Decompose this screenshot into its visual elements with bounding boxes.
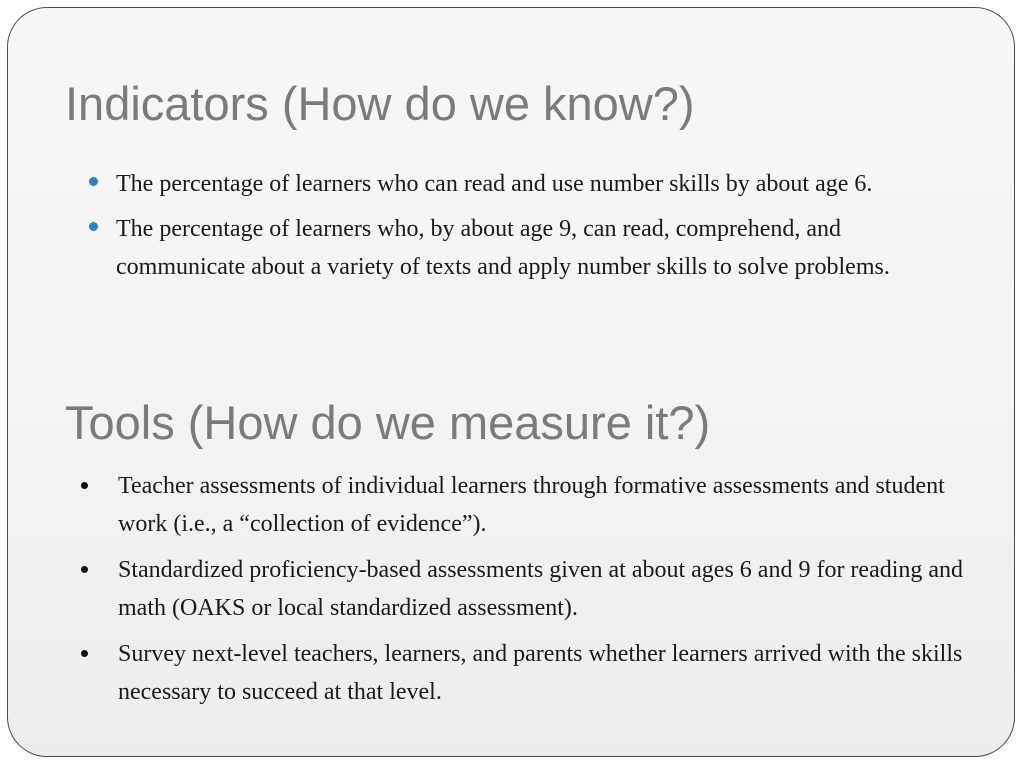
bullet-dot-icon [89,222,98,231]
tools-heading: Tools (How do we measure it?) [65,396,711,449]
indicator-text: The percentage of learners who can read and use number skills by about age 6. [116,171,873,197]
list-item [78,467,968,543]
bullet-dot-icon [89,177,98,186]
list-item [88,165,968,203]
indicators-list [88,165,968,293]
bullet-dot-icon [81,650,88,657]
indicator-text: The percentage of learners who, by about age 9, can read, comprehend, and communicate about a variety of texts and apply number skills to solve problems. [116,216,890,280]
tool-text: Teacher assessments of individual learners through formative assessments and student work (i.e., a “collection of evidence”). [118,473,945,537]
tool-text: Standardized proficiency-based assessments given at about ages 6 and 9 for reading and math (OAKS or local standardized assessment). [118,557,964,621]
bullet-dot-icon [81,482,88,489]
tools-list [78,467,968,719]
list-item [78,551,968,627]
indicators-heading: Indicators (How do we know?) [65,77,695,130]
list-item [78,635,968,711]
list-item [88,210,968,286]
bullet-dot-icon [81,566,88,573]
tool-text: Survey next-level teachers, learners, and parents whether learners arrived with the skills necessary to succeed at that level. [118,641,963,705]
slide [7,7,1015,757]
